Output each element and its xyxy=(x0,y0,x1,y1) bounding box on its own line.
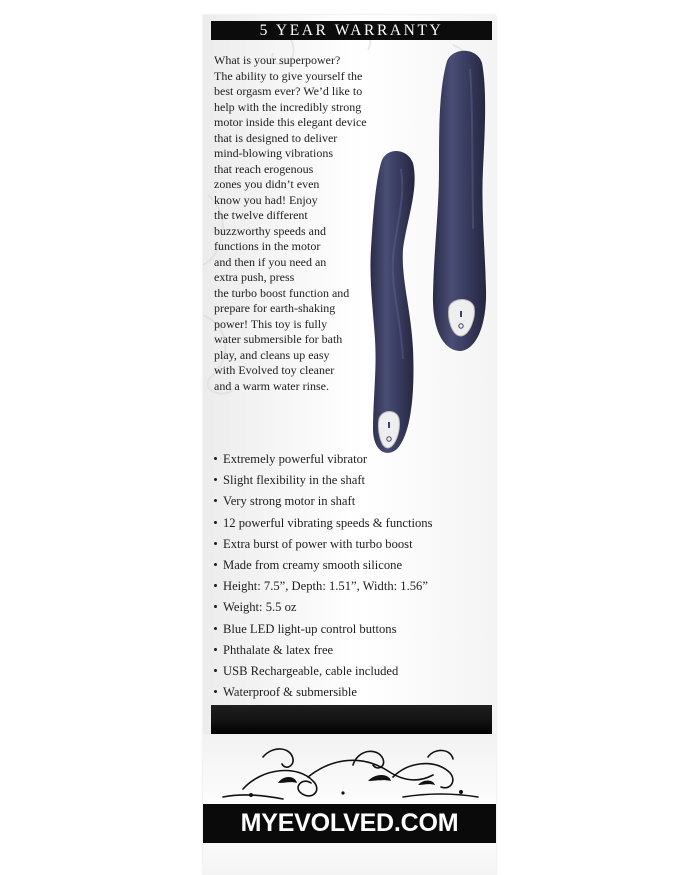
list-item: Phthalate & latex free xyxy=(213,640,433,661)
description-line: What is your superpower? xyxy=(214,53,341,67)
bullet-icon xyxy=(214,584,217,587)
description-line: the twelve different xyxy=(214,208,308,222)
list-item: Slight flexibility in the shaft xyxy=(213,470,433,491)
description-line: and then if you need an xyxy=(214,254,327,269)
bullet-icon xyxy=(214,627,217,630)
bullet-icon xyxy=(214,542,217,545)
description-line: prepare for earth-shaking xyxy=(214,301,336,315)
list-item: Extremely powerful vibrator xyxy=(213,449,433,470)
bullet-icon xyxy=(214,521,217,524)
description-line: that reach erogenous xyxy=(214,161,314,176)
description-line: buzzworthy speeds and xyxy=(214,223,326,238)
description-line: water submersible for bath xyxy=(214,332,343,346)
list-item: Waterproof & submersible xyxy=(213,682,433,703)
description-line: the turbo boost function and xyxy=(214,285,350,300)
swirl-flourish xyxy=(203,737,496,803)
bullet-icon xyxy=(214,669,217,672)
bullet-icon xyxy=(214,648,217,651)
description-line: functions in the motor xyxy=(214,239,321,253)
list-item: Extra burst of power with turbo boost xyxy=(213,534,433,555)
list-item: Made from creamy smooth silicone xyxy=(213,555,433,576)
description-line: and a warm water rinse. xyxy=(214,378,329,393)
feature-list xyxy=(213,449,433,703)
list-item: USB Rechargeable, cable included xyxy=(213,661,433,682)
bullet-icon xyxy=(214,563,217,566)
product-image-vibrator-curved xyxy=(351,149,443,457)
description-line: that is designed to deliver xyxy=(214,130,338,145)
description-line: best orgasm ever? We’d like to xyxy=(214,84,363,98)
bullet-icon xyxy=(214,690,217,693)
package-back-panel xyxy=(203,15,496,875)
bullet-icon xyxy=(214,478,217,481)
description-line: with Evolved toy cleaner xyxy=(214,363,335,377)
list-item: 12 powerful vibrating speeds & functions xyxy=(213,513,433,534)
bullet-icon xyxy=(214,605,217,608)
description-line: help with the incredibly strong xyxy=(214,99,362,114)
list-item: Very strong motor in shaft xyxy=(213,491,433,512)
description-line: The ability to give yourself the xyxy=(214,68,363,83)
list-item: Blue LED light-up control buttons xyxy=(213,619,433,640)
bullet-icon xyxy=(214,499,217,502)
list-item: Weight: 5.5 oz xyxy=(213,597,433,618)
description-line: mind-blowing vibrations xyxy=(214,146,333,160)
description-line: motor inside this elegant device xyxy=(214,115,367,129)
warranty-banner: 5 YEAR WARRANTY xyxy=(211,21,492,40)
website-banner: MYEVOLVED.COM xyxy=(203,804,496,843)
black-divider-strip xyxy=(211,705,492,734)
description-line: know you had! Enjoy xyxy=(214,192,318,207)
description-line: power! This toy is fully xyxy=(214,316,328,331)
description-line: extra push, press xyxy=(214,270,295,284)
bullet-icon xyxy=(214,457,217,460)
list-item: Height: 7.5”, Depth: 1.51”, Width: 1.56” xyxy=(213,576,433,597)
description-line: zones you didn’t even xyxy=(214,177,320,191)
description-line: play, and cleans up easy xyxy=(214,347,330,362)
